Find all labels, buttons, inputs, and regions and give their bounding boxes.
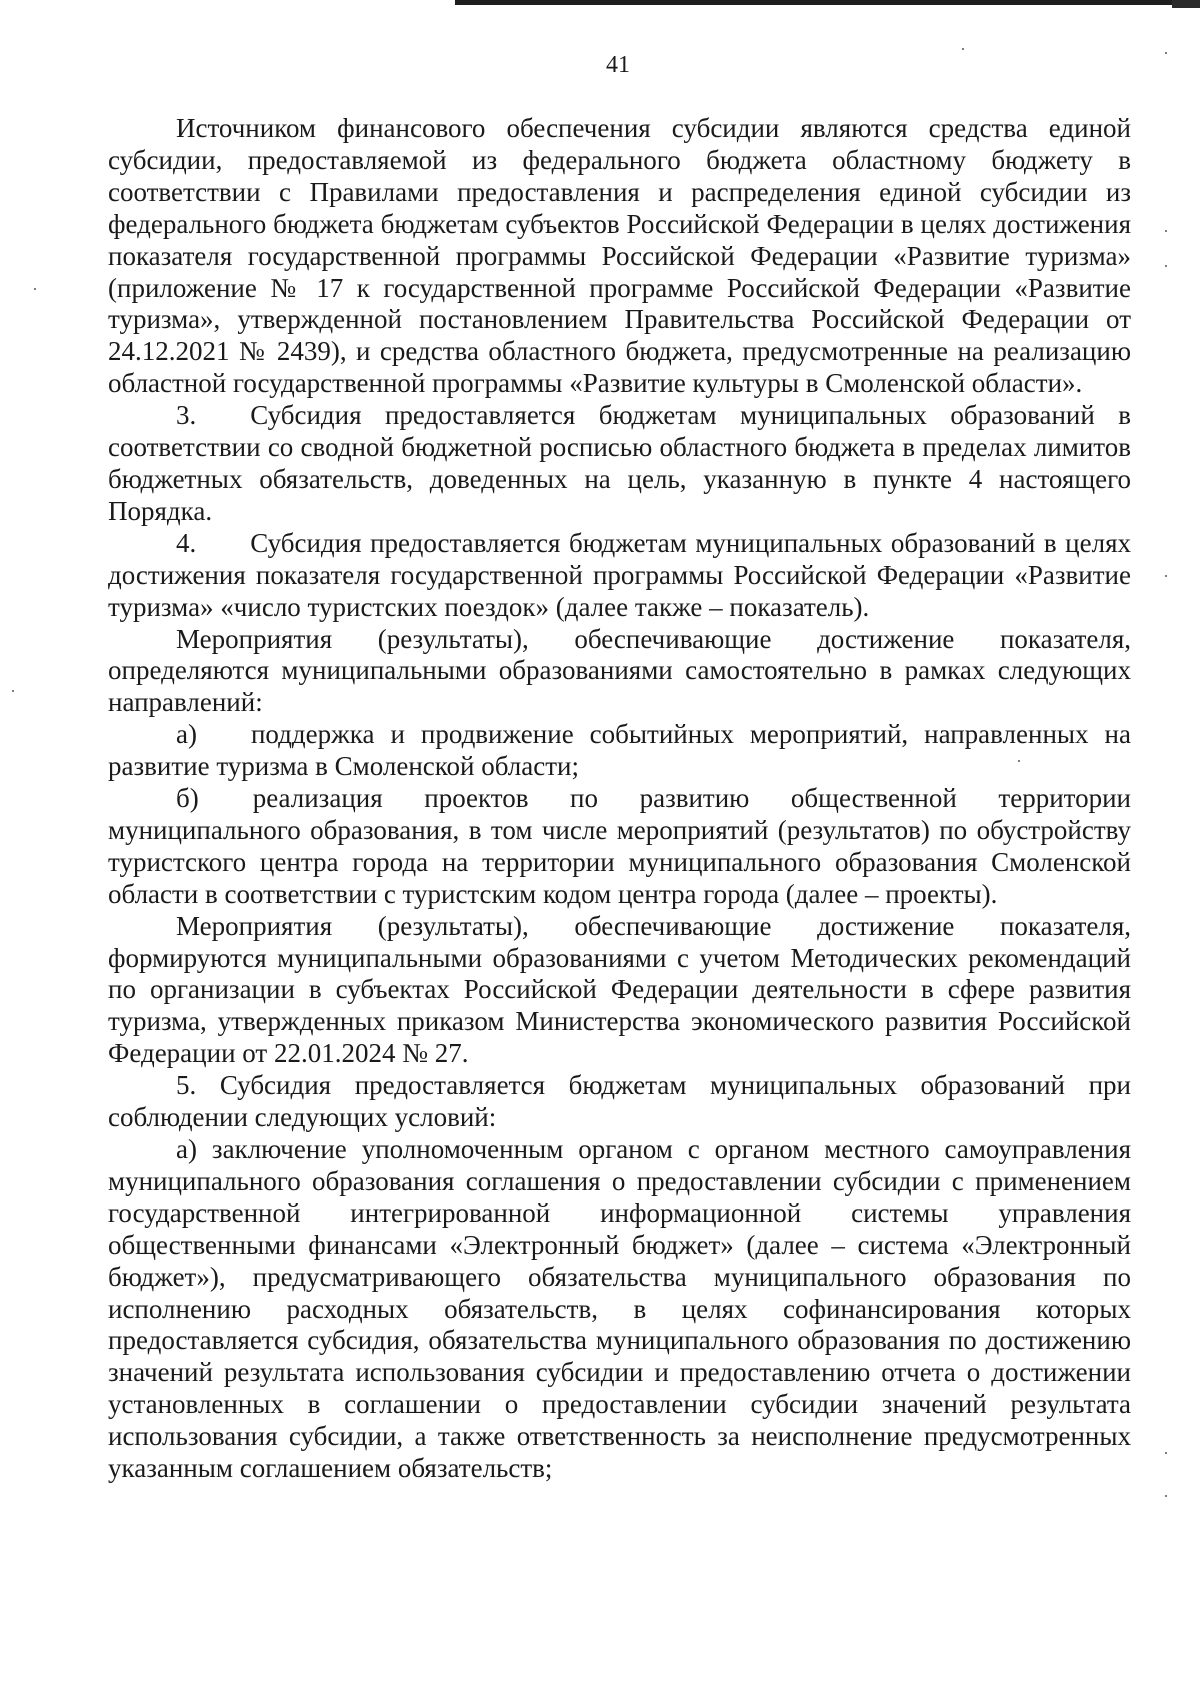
paragraph-item-5: 5. Субсидия предоставляется бюджетам муниципальных образований при соблюдении следующих условий: [108, 1070, 1131, 1133]
scan-speck [1165, 575, 1167, 577]
scan-speck [12, 690, 14, 692]
paragraph-measures-directions: Мероприятия (результаты), обеспечивающие достижение показателя, определяются муниципальными образованиями самостоятельно в рамках следующих направлений: [108, 623, 1131, 718]
scan-speck [1165, 1452, 1167, 1454]
paragraph-item-3: 3. Субсидия предоставляется бюджетам муниципальных образований в соответствии со сводной бюджетной росписью областного бюджета в пределах лимитов бюджетных обязательств, доведенных на цель, указанную в пункте 4 настоящего Порядка. [108, 400, 1131, 526]
scan-speck [1165, 230, 1167, 232]
scan-speck [1165, 52, 1167, 54]
paragraph-direction-a: а) поддержка и продвижение событийных мероприятий, направленных на развитие туризма в Смоленской области; [108, 719, 1131, 782]
paragraph-item-4: 4. Субсидия предоставляется бюджетам муниципальных образований в целях достижения показателя государственной программы Российской Федерации «Развитие туризма» «число туристских поездок» (далее также – показатель). [108, 527, 1131, 622]
paragraph-direction-b: б) реализация проектов по развитию общественной территории муниципального образования, в том числе мероприятий (результатов) по обустройству туристского центра города на территории муниципального образования Смоленской области в соответствии с туристским кодом центра города (далее – проекты). [108, 783, 1131, 909]
paragraph-condition-a: а) заключение уполномоченным органом с органом местного самоуправления муниципального образования соглашения о предоставлении субсидии с применением государственной интегрированной информационной системы управления общественными финансами «Электронный бюджет» (далее – система «Электронный бюджет»), предусматривающего обязательства муниципального образования по исполнению расходных обязательств, в целях софинансирования которых предоставляется субсидия, обязательства муниципального образования по достижению значений результата использования субсидии и предоставлению отчета о достижении установленных в соглашении о предоставлении субсидии значений результата использования субсидии, а также ответственность за неисполнение предусмотренных указанным соглашением обязательств; [108, 1134, 1131, 1484]
scan-edge-mark [1172, 0, 1200, 8]
scan-speck [1165, 265, 1167, 267]
scan-speck [34, 288, 36, 290]
paragraph-measures-formation: Мероприятия (результаты), обеспечивающие достижение показателя, формируются муниципальными образованиями с учетом Методических рекомендаций по организации в субъектах Российской Федерации деятельности в сфере развития туризма, утвержденных приказом Министерства экономического развития Российской Федерации от 22.01.2024 № 27. [108, 910, 1131, 1069]
scan-speck [962, 48, 964, 50]
scan-edge-line [455, 0, 1175, 5]
scan-speck [1018, 760, 1020, 762]
paragraph-funding-source: Источником финансового обеспечения субсидии являются средства единой субсидии, предоставляемой из федерального бюджета областному бюджету в соответствии с Правилами предоставления и распределения единой субсидии из федерального бюджета бюджетам субъектов Российской Федерации в целях достижения показателя государственной программы Российской Федерации «Развитие туризма» (приложение № 17 к государственной программе Российской Федерации «Развитие туризма», утвержденной постановлением Правительства Российской Федерации от 24.12.2021 № 2439), и средства областного бюджета, предусмотренные на реализацию областной государственной программы «Развитие культуры в Смоленской области». [108, 113, 1131, 399]
scan-speck [1165, 1495, 1167, 1497]
page-number: 41 [606, 52, 630, 78]
document-body [108, 113, 1131, 1485]
